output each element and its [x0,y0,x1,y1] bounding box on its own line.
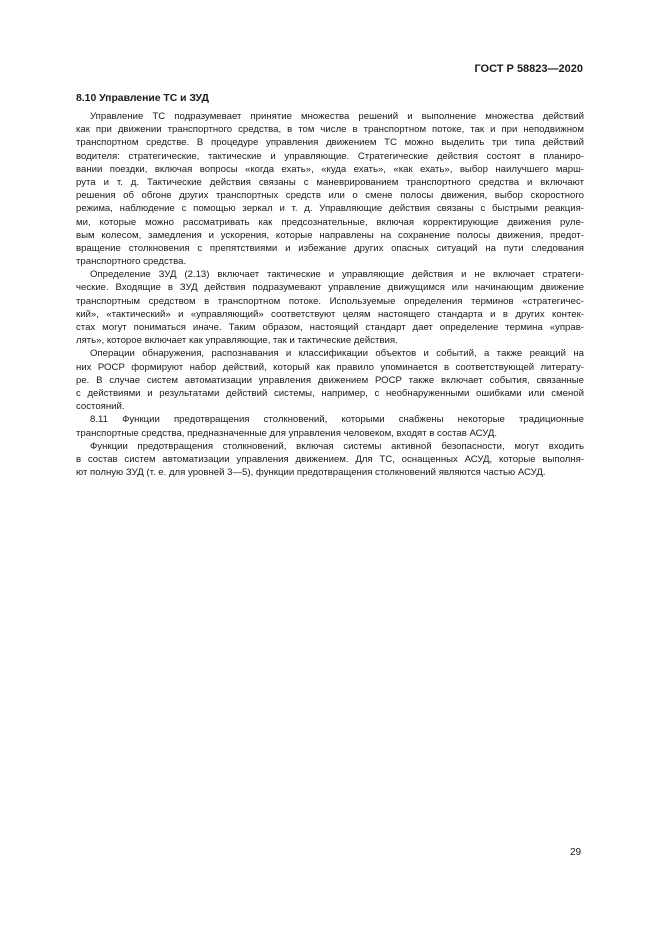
text-line: Управление ТС подразумевает принятие множества решений и выполнение множества действий [90,111,584,122]
text-line: в состав систем автоматизации управления движением. Для ТС, оснащенных АСУД, которые выполня- [76,453,584,465]
text-line: них РОСР формируют набор действий, который как правило упоминается в соответствующей литерату- [76,361,584,373]
text-line: транспортным средством в транспортном потоке. Используемые определения терминов «стратегичес- [76,295,584,307]
text-line: кий», «тактический» и «управляющий» соответствуют целям настоящего стандарта и в других контек- [76,308,584,320]
paragraph [76,268,584,347]
text-line: рута и т. д. Тактические действия связаны с маневрированием транспортного средства и включают [76,176,584,188]
text-line: лять», которое включает как управляющие, так и тактические действия. [76,335,398,347]
text-line: состояний. [76,401,125,413]
text-line: ре. В случае систем автоматизации управления движением РОСР также включает события, связанные [76,374,584,386]
text-line: ют полную ЗУД (т. е. для уровней 3—5), функции предотвращения столкновений являются частью АСУД. [76,467,546,479]
document-code: ГОСТ Р 58823—2020 [474,63,583,75]
paragraph [76,413,584,439]
page-number: 29 [570,847,582,858]
text-line: транспортном средстве. В процедуре управления движением ТС можно выделить три типа действий [76,137,584,149]
text-line: вании поездки, включая вопросы «когда ехать», «куда ехать», «как ехать», выбор наилучшего марш- [76,163,584,175]
text-line: режима, наблюдение с помощью зеркал и т. д. Управляющие действия связаны с быстрыми реакция- [76,203,584,215]
text-line: Определение ЗУД (2.13) включает тактические и управляющие действия и не включает стратеги- [90,269,584,281]
text-line: вращение столкновения с препятствиями и избежание других опасных ситуаций на пути следования [76,242,584,254]
text-line: решения об обгоне других транспортных средств или о смене полосы движения, выбор скоростного [76,190,584,202]
text-line: 8.11 Функции предотвращения столкновений, которыми снабжены некоторые традиционные [90,414,584,426]
text-line: вым колесом, замедления и ускорения, которые направлены на сохранение полосы движения, предот- [76,229,584,241]
text-line: транспортного средства. [76,256,187,268]
text-line: стах могут пониматься иначе. Таким образом, настоящий стандарт дает определение термина «управ- [76,322,584,333]
text-line: как при движении транспортного средства, в том числе в транспортном потоке, так и при неподвижном [76,124,584,136]
paragraph [76,110,584,268]
text-line: ческие. Входящие в ЗУД действия подразумевают управление движущимся или начинающим движение [76,282,584,294]
text-line: Операции обнаружения, распознавания и классификации объектов и событий, а также реакций на [90,348,584,360]
body-text [76,110,584,479]
paragraph [76,440,584,480]
text-line: транспортные средства, предназначенные для управления человеком, входят в состав АСУД. [76,427,498,439]
text-line: с действиями и результатами действий системы, например, с необнаруженными ошибками или сменой [76,387,584,399]
paragraph [76,347,584,413]
text-line: Функции предотвращения столкновений, включая системы активной безопасности, могут входить [90,440,584,452]
text-line: водителя: стратегические, тактические и управляющие. Стратегические действия состоят в планиро- [76,150,584,162]
text-line: ми, которые можно рассматривать как предсознательные, включая корректирующие движения руле- [76,216,584,228]
section-title: 8.10 Управление ТС и ЗУД [76,93,209,104]
